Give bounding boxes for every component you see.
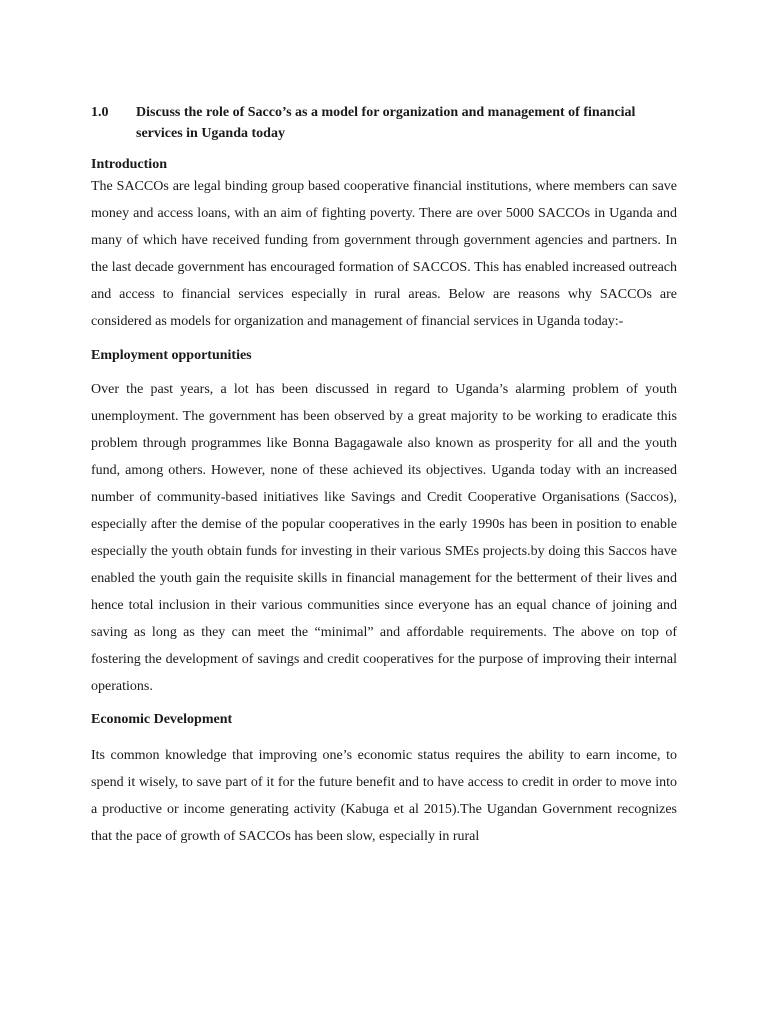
introduction-heading: Introduction [91,157,167,172]
employment-heading: Employment opportunities [91,348,252,363]
employment-paragraph: Over the past years, a lot has been discussed in regard to Uganda’s alarming problem of youth unemployment. The government has been observed by a great majority to be working to eradicate this problem through programmes like Bonna Bagagawale also known as prosperity for all and the youth fund, among others. However, none of these achieved its objectives. Uganda today with an increased number of community-based initiatives like Savings and Credit Cooperative Organisations (Saccos), especially after the demise of the popular cooperatives in the early 1990s has been in position to enable especially the youth obtain funds for investing in their various SMEs projects.by doing this Saccos have enabled the youth gain the requisite skills in financial management for the betterment of their lives and hence total inclusion in their various communities since everyone has an equal chance of joining and saving as long as they can meet the “minimal” and affordable requirements. The above on top of fostering the development of savings and credit cooperatives for the purpose of improving their internal operations. [91,382,677,694]
document-page [91,102,677,850]
question-title: Discuss the role of Sacco’s as a model for organization and management of financial services in Uganda today [136,105,636,141]
question-heading [91,102,677,144]
question-number: 1.0 [91,105,109,120]
economic-development-paragraph: Its common knowledge that improving one’s economic status requires the ability to earn income, to spend it wisely, to save part of it for the future benefit and to have access to credit in order to move into a productive or income generating activity (Kabuga et al 2015).The Ugandan Government recognizes that the pace of growth of SACCOs has been slow, especially in rural [91,748,677,844]
economic-development-heading: Economic Development [91,712,233,727]
introduction-paragraph: The SACCOs are legal binding group based cooperative financial institutions, where members can save money and access loans, with an aim of fighting poverty. There are over 5000 SACCOs in Uganda and many of which have received funding from government through government agencies and partners. In the last decade government has encouraged formation of SACCOS. This has enabled increased outreach and access to financial services especially in rural areas. Below are reasons why SACCOs are considered as models for organization and management of financial services in Uganda today:- [91,179,677,329]
